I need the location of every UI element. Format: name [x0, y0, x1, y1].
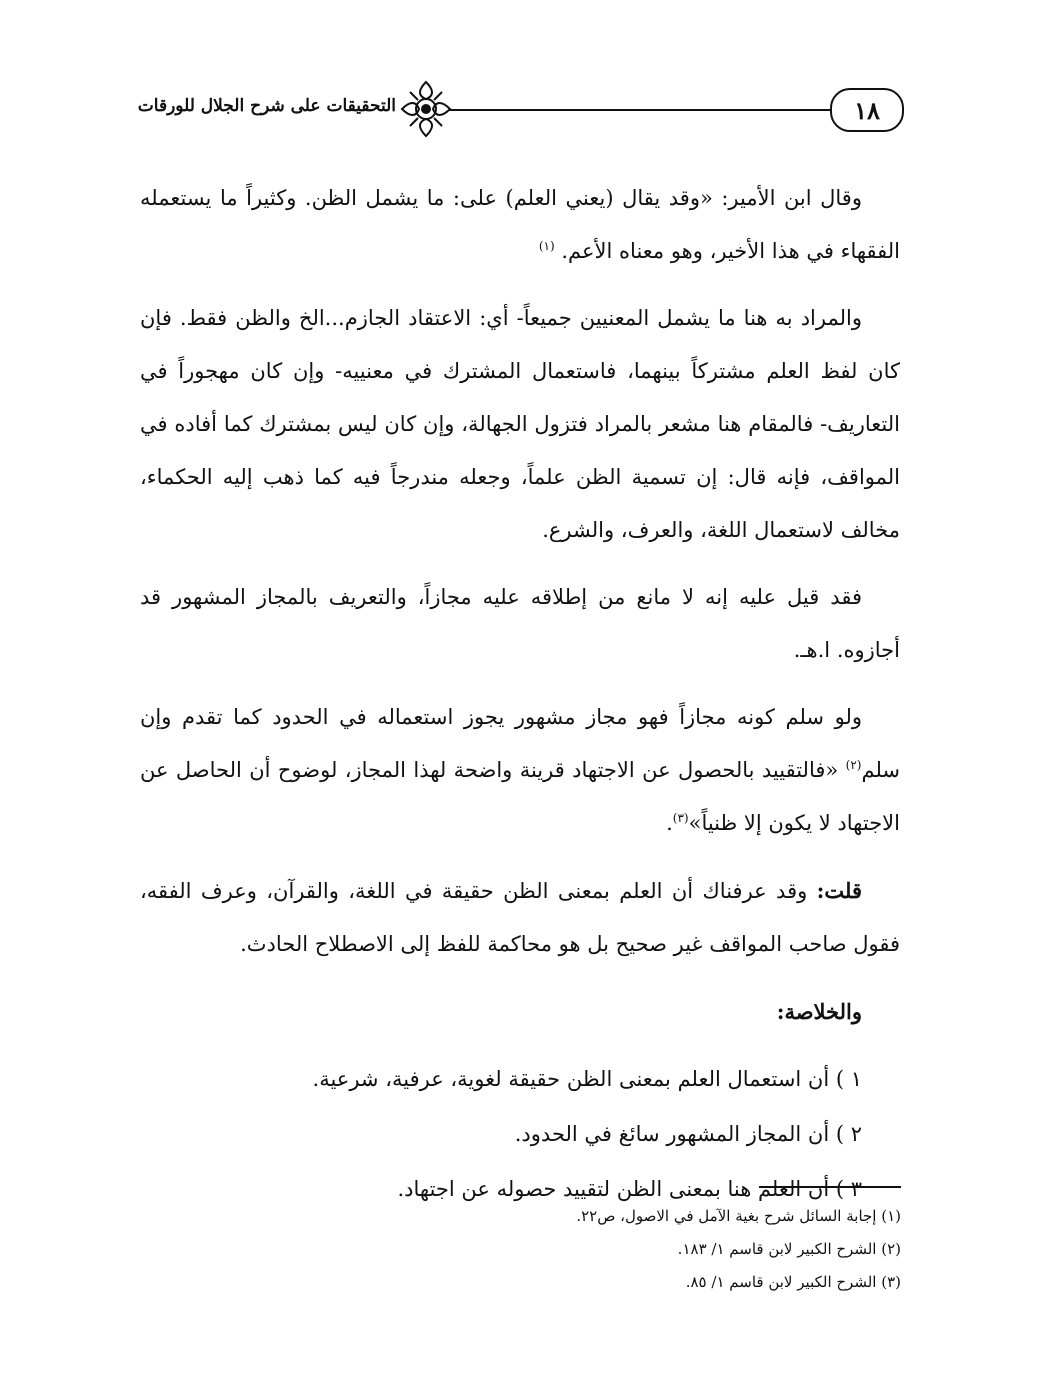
footnote-1: (١) إجابة السائل شرح بغية الآمل في الاصول، ص٢٢. [576, 1207, 901, 1225]
list-item: ٢ ) أن المجاز المشهور سائغ في الحدود. [514, 1122, 862, 1146]
paragraph-5-lead: قلت: [816, 878, 862, 903]
paragraph-4 [140, 691, 900, 850]
list-item: ٣ ) أن العلم هنا بمعنى الظن لتقييد حصوله عن اجتهاد. [397, 1177, 862, 1201]
footnote-ref-1: (١) [538, 239, 555, 253]
paragraph-1 [140, 172, 900, 278]
footnote-ref-3: (٣) [672, 811, 689, 825]
book-title: التحقيقات على شرح الجلال للورقات [137, 96, 396, 116]
paragraph-4-quote: «فالتقييد بالحصول عن الاجتهاد قرينة واضحة لهذا المجاز، لوضوح أن الحاصل عن الاجتهاد لا يكون إلا ظنياً» [140, 758, 900, 835]
page-number: ١٨ [830, 88, 904, 132]
footnote-2: (٢) الشرح الكبير لابن قاسم ١/ ١٨٣. [677, 1240, 901, 1258]
footnotes [301, 1200, 901, 1299]
paragraph-4-text-a: ولو سلم كونه مجازاً فهو مجاز مشهور يجوز استعماله في الحدود كما تقدم وإن سلم [140, 705, 900, 782]
paragraph-4-end: . [666, 811, 673, 835]
main-text [140, 172, 900, 1217]
footnote-3: (٣) الشرح الكبير لابن قاسم ١/ ٨٥. [685, 1273, 901, 1291]
footnote-separator [759, 1186, 901, 1188]
floral-ornament-icon [398, 78, 454, 140]
list-item: ١ ) أن استعمال العلم بمعنى الظن حقيقة لغوية، عرفية، شرعية. [312, 1067, 862, 1091]
paragraph-2: والمراد به هنا ما يشمل المعنيين جميعاً- أي: الاعتقاد الجازم...الخ والظن فقط. فإن كان لفظ العلم مشتركاً بينهما، فاستعمال المشترك في معنييه- وإن كان مهجوراً في التعاريف- فالمقام هنا مشعر بالمراد فتزول الجهالة، وإن كان ليس بمشترك كما أفاده في المواقف، فإنه قال: إن تسمية الظن علماً، وجعله مندرجاً فيه كما ذهب إليه الحكماء، مخالف لاستعمال اللغة، والعرف، والشرع. [140, 306, 900, 542]
summary-heading: والخلاصة: [776, 999, 862, 1024]
footnote-ref-2: (٢) [845, 758, 862, 772]
header-rule [448, 109, 832, 111]
paragraph-3: فقد قيل عليه إنه لا مانع من إطلاقه عليه مجازاً، والتعريف بالمجاز المشهور قد أجازوه. ا.هـ. [140, 585, 900, 662]
paragraph-1-text: وقال ابن الأمير: «وقد يقال (يعني العلم) على: ما يشمل الظن. وكثيراً ما يستعمله الفقهاء في هذا الأخير، وهو معناه الأعم. [140, 186, 900, 263]
summary-list [140, 1052, 900, 1217]
page-header [137, 78, 910, 148]
paragraph-5 [140, 864, 900, 971]
paragraph-5-text: وقد عرفناك أن العلم بمعنى الظن حقيقة في اللغة، والقرآن، وعرف الفقه، فقول صاحب المواقف غير صحيح بل هو محاكمة للفظ إلى الاصطلاح الحادث. [140, 879, 900, 956]
